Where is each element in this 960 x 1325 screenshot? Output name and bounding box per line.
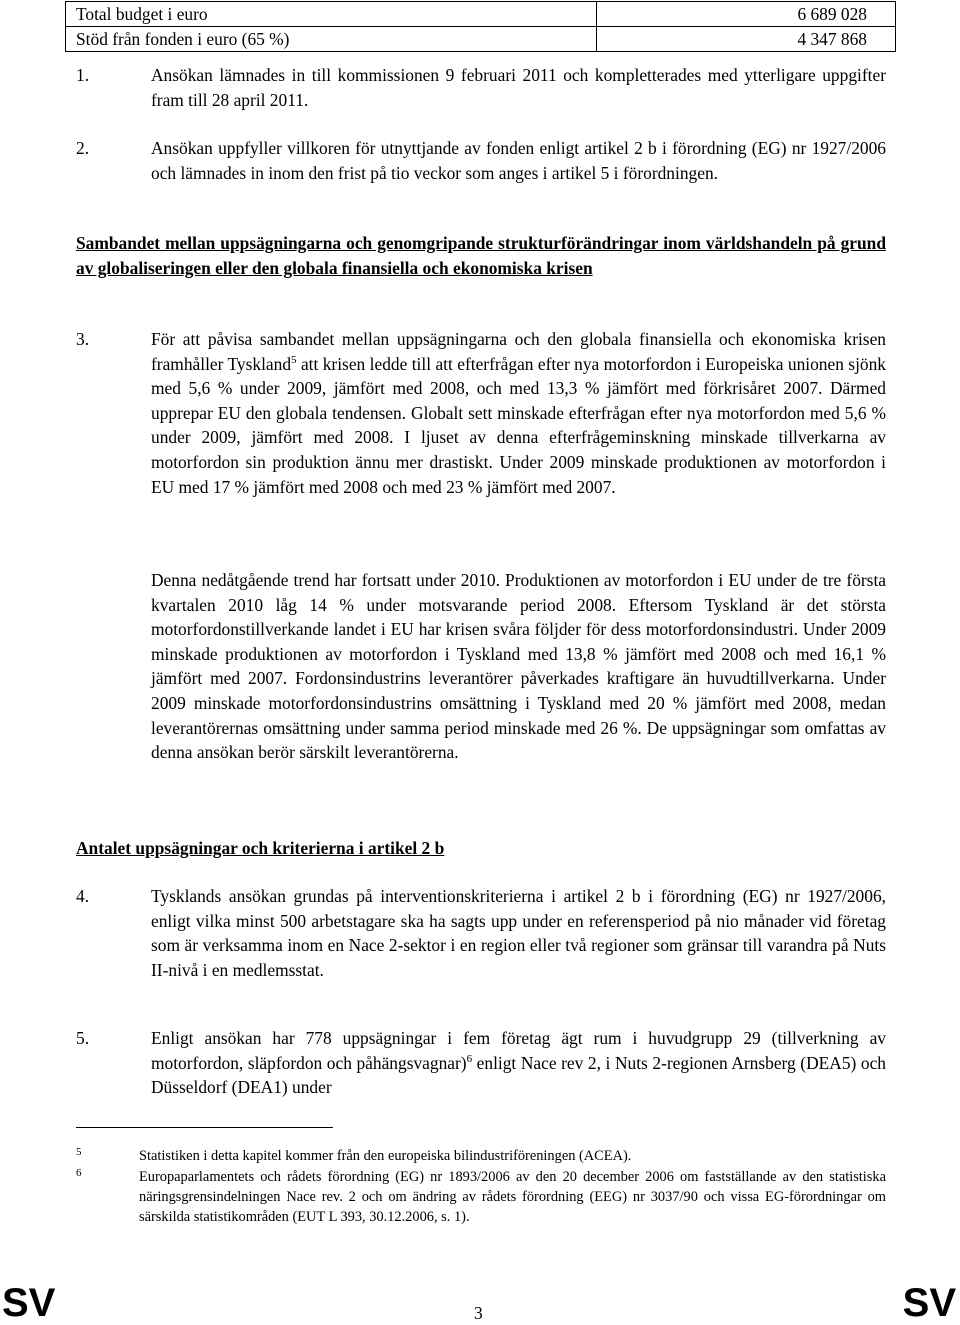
paragraph-text-part: För att påvisa sambandet mellan uppsägningarna och den globala finansiella och ekonomiska krisen framhåller Tyskland xyxy=(151,329,886,374)
paragraph-text xyxy=(151,327,886,499)
numbered-paragraph-5 xyxy=(76,1026,886,1100)
table-cell-label: Total budget i euro xyxy=(66,2,597,27)
paragraph-text-part: att krisen ledde till att efterfrågan efter nya motorfordon i Europeiska unionen sjönk med 5,6 % under 2009, jämfört med 2008, och med 13,3 % jämfört med förkrisåret 2007. Därmed upprepar EU den globala tendensen. Globalt sett minskade efterfrågan efter nya motorfordon med 5,6 % under 2009, jämfört med 2008. I ljuset av denna efterfrågeminskning minskade tillverkarna av motorfordon sin produktion ännu mer drastiskt. Under 2009 minskade produktionen av motorfordon i EU med 17 % jämfört med 2008 och med 23 % jämfört med 2007. xyxy=(151,353,886,497)
language-code-left: SV xyxy=(2,1281,56,1325)
footnote xyxy=(76,1146,886,1166)
language-code-right: SV xyxy=(902,1281,956,1325)
numbered-paragraph-1 xyxy=(76,63,886,112)
footnote-ref: 6 xyxy=(466,1052,473,1065)
paragraph-text: Ansökan lämnades in till kommissionen 9 februari 2011 och kompletterades med ytterligare uppgifter fram till 28 april 2011. xyxy=(151,65,886,110)
footnote-number: 6 xyxy=(76,1167,82,1179)
paragraph-number: 5. xyxy=(76,1028,90,1048)
footnote-text: Statistiken i detta kapitel kommer från den europeiska bilindustriföreningen (ACEA). xyxy=(139,1148,632,1164)
section-heading: Sambandet mellan uppsägningarna och genomgripande strukturförändringar inom världshandeln på grund av globaliseringen eller den globala finansiella och ekonomiska krisen xyxy=(76,233,886,278)
table-cell-value: 6 689 028 xyxy=(597,2,896,27)
table-row xyxy=(66,27,896,52)
footnote-ref: 5 xyxy=(291,353,297,366)
budget-table xyxy=(65,1,896,52)
paragraph-number: 4. xyxy=(76,886,90,906)
footnote xyxy=(76,1167,886,1227)
paragraph-text: Tysklands ansökan grundas på interventionskriterierna i artikel 2 b i förordning (EG) nr 1927/2006, enligt vilka minst 500 arbetstagare ska ha sagts upp under en referensperiod på nio månader vid företag som är verksamma inom en Nace 2-sektor i en region eller två regioner som gränsar till varandra på Nuts II-nivå i en medlemsstat. xyxy=(151,886,886,980)
footnote-number: 5 xyxy=(76,1146,82,1158)
numbered-paragraph-3 xyxy=(76,327,886,499)
paragraph-number: 1. xyxy=(76,65,90,85)
footnote-text: Europaparlamentets och rådets förordning (EG) nr 1893/2006 av den 20 december 2006 om fastställande av den statistiska näringsgrensindelningen Nace rev. 2 och om ändring av rådets förordning (EEG) nr 3037/90 och vissa EG-förordningar om särskilda statistikområden (EUT L 393, 30.12.2006, s. 1). xyxy=(139,1169,886,1225)
paragraph-number: 3. xyxy=(76,329,90,349)
paragraph-text: Ansökan uppfyller villkoren för utnyttjande av fonden enligt artikel 2 b i förordning (EG) nr 1927/2006 och lämnades in inom den frist på tio veckor som anges i artikel 5 i förordningen. xyxy=(151,138,886,183)
footnote-separator xyxy=(76,1127,333,1128)
numbered-paragraph-4 xyxy=(76,884,886,982)
paragraph-text-part: enligt Nace rev 2, i Nuts 2-regionen Arnsberg (DEA5) och Düsseldorf (DEA1) under xyxy=(151,1052,886,1098)
table-cell-label: Stöd från fonden i euro (65 %) xyxy=(66,27,597,52)
paragraph-text-part: Enligt ansökan har 778 uppsägningar i fem företag ägt rum i huvudgrupp 29 (tillverkning av motorfordon, släpfordon och påhängsvagnar) xyxy=(151,1028,886,1073)
section-heading: Antalet uppsägningar och kriterierna i artikel 2 b xyxy=(76,838,445,858)
page-number: 3 xyxy=(474,1303,483,1323)
paragraph-3-continued: Denna nedåtgående trend har fortsatt under 2010. Produktionen av motorfordon i EU under de tre första kvartalen 2010 låg 14 % under motsvarande period 2008. Eftersom Tyskland är det största motorfordonstillverkande landet i EU har krisen svåra följder för dess motorfordonsindustri. Under 2009 minskade produktionen av motorfordon i Tyskland med 13,8 % jämfört med 2008 och med 16,1 % jämfört med 2007. Fordonsindustrins leverantörer påverkades kraftigare än huvudtillverkarna. Under 2009 minskade motorfordonsindustrins omsättning i Tyskland med 20 % jämfört med 2008, medan leverantörernas omsättning under samma period minskade med 26 %. De uppsägningar som omfattas av denna ansökan berör särskilt leverantörerna. xyxy=(151,570,886,763)
table-row xyxy=(66,2,896,27)
table-cell-value: 4 347 868 xyxy=(597,27,896,52)
numbered-paragraph-2 xyxy=(76,136,886,185)
paragraph-text xyxy=(151,1026,886,1100)
paragraph-number: 2. xyxy=(76,138,90,158)
